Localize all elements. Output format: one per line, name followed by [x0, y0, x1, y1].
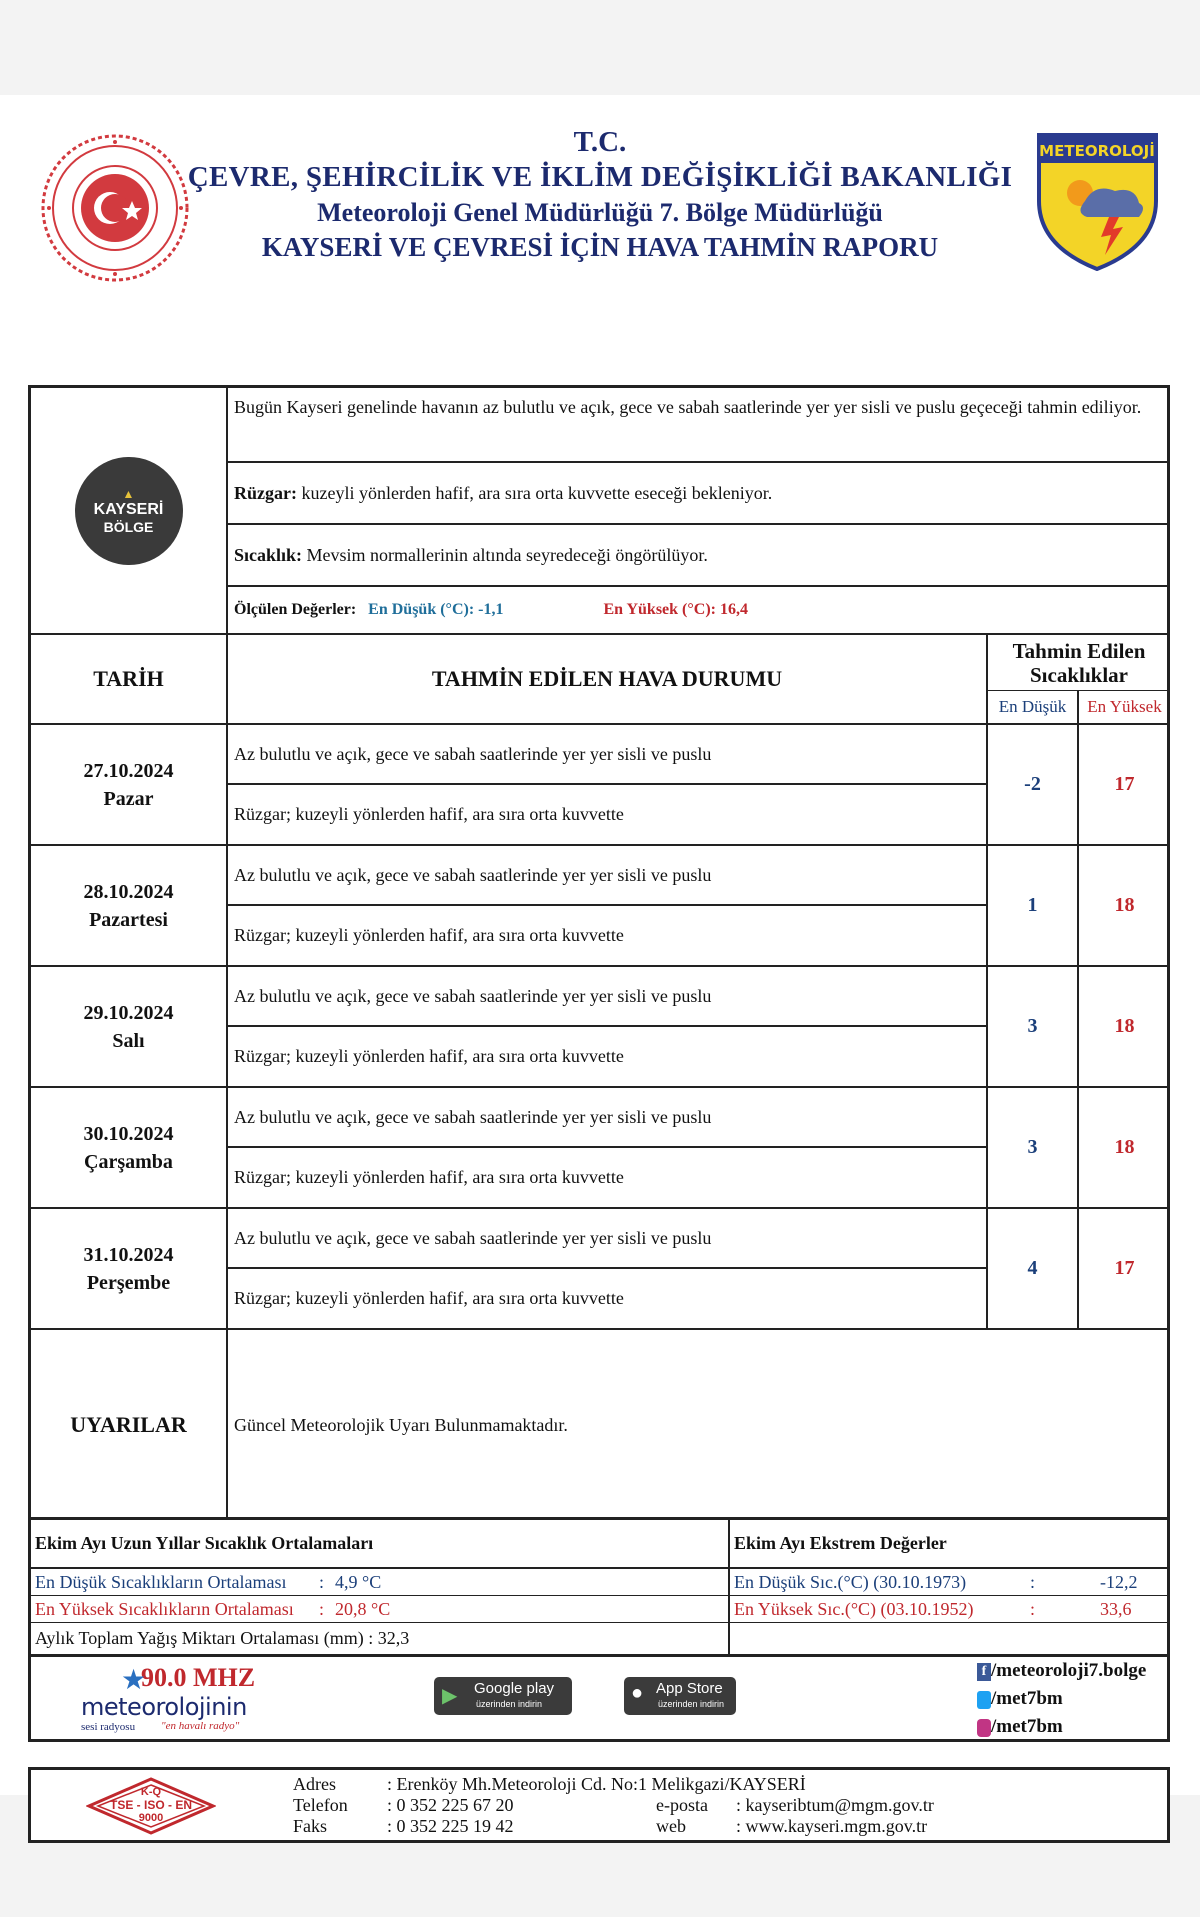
day-max-temp: 17: [1079, 725, 1170, 846]
col-header-temps-line1: Tahmin Edilen: [1012, 638, 1146, 663]
twitter-icon: [977, 1691, 991, 1709]
radio-name: meteorolojinin: [81, 1693, 247, 1721]
title-directorate: Meteoroloji Genel Müdürlüğü 7. Bölge Müdürlüğü: [317, 198, 883, 227]
region-badge-cell: [31, 388, 228, 635]
day-weather: Az bulutlu ve açık, gece ve sabah saatlerinde yer yer sisli ve puslu: [228, 846, 988, 906]
contact-footer: [28, 1767, 1170, 1843]
day-wind: Rüzgar; kuzeyli yönlerden hafif, ara sıra orta kuvvette: [228, 785, 988, 846]
measured-label: Ölçülen Değerler:: [234, 601, 357, 618]
day-max-temp: 18: [1079, 846, 1170, 967]
day-min-temp: 1: [988, 846, 1079, 967]
email-value[interactable]: : kayseribtum@mgm.gov.tr: [736, 1795, 934, 1815]
app-store-sub: üzerinden indirin: [658, 1699, 725, 1709]
contact-right: [656, 1795, 934, 1837]
summary-temperature: [228, 525, 1170, 587]
social-links: [977, 1657, 1146, 1741]
email-label: e-posta: [656, 1795, 708, 1815]
rain-average: Aylık Toplam Yağış Miktarı Ortalaması (mm) : 32,3: [31, 1623, 730, 1654]
badge-line2: BÖLGE: [103, 518, 154, 535]
ext-max-label: En Yüksek Sıc.(°C) (03.10.1952): [734, 1598, 974, 1619]
col-header-date: TARİH: [31, 635, 228, 725]
day-min-temp: 4: [988, 1209, 1079, 1330]
ext-max-value: 33,6: [1100, 1598, 1132, 1619]
meteoroloji-logo-label: METEOROLOJİ: [1039, 142, 1155, 160]
day-name: Pazar: [103, 787, 154, 810]
badge-line1: KAYSERİ: [93, 500, 164, 518]
ext-max-row: [730, 1596, 1168, 1623]
day-min-temp: -2: [988, 725, 1079, 846]
facebook-link[interactable]: [977, 1657, 1146, 1685]
day-date-cell: [31, 846, 228, 967]
report-header: [0, 95, 1200, 285]
day-min-temp: 3: [988, 967, 1079, 1088]
google-play-sub: üzerinden indirin: [476, 1699, 543, 1709]
day-name: Salı: [112, 1029, 145, 1052]
measured-min: En Düşük (°C): -1,1: [368, 601, 504, 618]
avg-min-label: En Düşük Sıcaklıkların Ortalaması: [35, 1571, 287, 1592]
web-label: web: [656, 1816, 686, 1836]
title-report: KAYSERİ VE ÇEVRESİ İÇİN HAVA TAHMİN RAPORU: [261, 232, 939, 262]
fax-label: Faks: [293, 1816, 328, 1836]
avg-min-row: [31, 1569, 730, 1596]
day-name: Pazartesi: [89, 908, 168, 931]
summary-wind-text: kuzeyli yönlerden hafif, ara sıra orta kuvvette eseceği bekleniyor.: [301, 483, 773, 503]
summary-wind-label: Rüzgar:: [234, 483, 297, 503]
ext-min-sep: :: [1030, 1571, 1036, 1592]
title-tc: T.C.: [573, 126, 627, 158]
radio-star-icon: ★: [121, 1665, 147, 1696]
measured-max: En Yüksek (°C): 16,4: [603, 601, 748, 618]
avg-max-value: 20,8 °C: [335, 1598, 391, 1619]
cert-line1: K-Q: [140, 1786, 162, 1798]
instagram-icon: [977, 1719, 991, 1737]
col-header-min: En Düşük: [988, 691, 1079, 725]
radio-sub: sesi radyosu: [81, 1721, 136, 1733]
day-date: 30.10.2024: [83, 1122, 174, 1145]
summary-wind: [228, 463, 1170, 525]
climate-extremes-title: Ekim Ayı Ekstrem Değerler: [730, 1519, 1168, 1569]
title-ministry: ÇEVRE, ŞEHİRCİLİK VE İKLİM DEĞİŞİKLİĞİ BAKANLIĞI: [187, 161, 1013, 193]
day-date-cell: [31, 1088, 228, 1209]
avg-min-value: 4,9 °C: [335, 1571, 382, 1592]
warnings-label: UYARILAR: [31, 1330, 228, 1520]
day-date: 28.10.2024: [83, 880, 174, 903]
report-page: [0, 95, 1200, 1836]
day-max-temp: 17: [1079, 1209, 1170, 1330]
address-label: Adres: [293, 1774, 336, 1794]
day-wind: Rüzgar; kuzeyli yönlerden hafif, ara sıra orta kuvvette: [228, 1269, 988, 1330]
day-weather: Az bulutlu ve açık, gece ve sabah saatlerinde yer yer sisli ve puslu: [228, 1088, 988, 1148]
media-strip: [28, 1655, 1170, 1742]
twitter-handle: /met7bm: [991, 1688, 1063, 1709]
radio-slogan: "en havalı radyo": [161, 1720, 240, 1732]
radio-frequency: 90.0 MHZ: [141, 1663, 256, 1692]
twitter-link[interactable]: [977, 1685, 1146, 1713]
summary-temp-text: Mevsim normallerinin altında seyredeceği öngörülüyor.: [306, 545, 708, 565]
kayseri-bolge-badge: [75, 457, 183, 565]
day-max-temp: 18: [1079, 967, 1170, 1088]
google-play-icon: ▶: [442, 1685, 458, 1707]
climate-averages-title: Ekim Ayı Uzun Yıllar Sıcaklık Ortalamaları: [31, 1519, 730, 1569]
day-wind: Rüzgar; kuzeyli yönlerden hafif, ara sıra orta kuvvette: [228, 1148, 988, 1209]
avg-max-sep: :: [319, 1598, 325, 1619]
cert-line2: TSE - ISO - EN: [109, 1798, 192, 1812]
cert-line3: 9000: [138, 1812, 164, 1824]
col-header-forecast: TAHMİN EDİLEN HAVA DURUMU: [228, 635, 988, 725]
avg-max-label: En Yüksek Sıcaklıkların Ortalaması: [35, 1598, 294, 1619]
avg-max-row: [31, 1596, 730, 1623]
warnings-text: Güncel Meteorolojik Uyarı Bulunmamaktadır.: [234, 1415, 568, 1435]
google-play-badge[interactable]: [434, 1677, 572, 1715]
fax-value: : 0 352 225 19 42: [387, 1816, 514, 1836]
day-weather: Az bulutlu ve açık, gece ve sabah saatlerinde yer yer sisli ve puslu: [228, 725, 988, 785]
tse-certification-badge: [86, 1776, 216, 1836]
day-date: 29.10.2024: [83, 1001, 174, 1024]
day-date-cell: [31, 1209, 228, 1330]
report-title-block: [170, 125, 1030, 265]
app-store-badge[interactable]: [624, 1677, 736, 1715]
day-wind: Rüzgar; kuzeyli yönlerden hafif, ara sıra orta kuvvette: [228, 906, 988, 967]
day-weather: Az bulutlu ve açık, gece ve sabah saatlerinde yer yer sisli ve puslu: [228, 1209, 988, 1269]
col-header-temps: [988, 635, 1170, 691]
ext-max-sep: :: [1030, 1598, 1036, 1619]
meteoroloji-logo-icon: [1035, 131, 1160, 271]
day-wind: Rüzgar; kuzeyli yönlerden hafif, ara sıra orta kuvvette: [228, 1027, 988, 1088]
day-min-temp: 3: [988, 1088, 1079, 1209]
col-header-max: En Yüksek: [1079, 691, 1170, 725]
day-date: 31.10.2024: [83, 1243, 174, 1266]
facebook-icon: f: [977, 1663, 991, 1681]
day-weather: Az bulutlu ve açık, gece ve sabah saatlerinde yer yer sisli ve puslu: [228, 967, 988, 1027]
col-header-temps-line2: Sıcaklıklar: [1029, 662, 1129, 687]
forecast-table: [28, 385, 1170, 1520]
instagram-link[interactable]: [977, 1713, 1146, 1741]
day-date-cell: [31, 725, 228, 846]
day-name: Çarşamba: [84, 1150, 173, 1173]
app-store-label: App Store: [656, 1680, 723, 1697]
radio-logo[interactable]: [81, 1663, 311, 1733]
ext-min-label: En Düşük Sıc.(°C) (30.10.1973): [734, 1571, 967, 1592]
day-date-cell: [31, 967, 228, 1088]
summary-temp-label: Sıcaklık:: [234, 545, 303, 565]
ext-min-value: -12,2: [1100, 1571, 1138, 1592]
facebook-handle: /meteoroloji7.bolge: [991, 1660, 1147, 1681]
phone-label: Telefon: [293, 1795, 348, 1815]
avg-min-sep: :: [319, 1571, 325, 1592]
climate-section: [28, 1517, 1170, 1657]
day-date: 27.10.2024: [83, 759, 174, 782]
badge-mountain-icon: ▲: [122, 486, 135, 501]
measured-values-row: [228, 587, 1170, 635]
ext-min-row: [730, 1569, 1168, 1596]
google-play-label: Google play: [474, 1680, 555, 1697]
web-value[interactable]: : www.kayseri.mgm.gov.tr: [736, 1816, 928, 1836]
day-name: Perşembe: [86, 1271, 171, 1294]
day-max-temp: 18: [1079, 1088, 1170, 1209]
phone-value: : 0 352 225 67 20: [387, 1795, 514, 1815]
apple-icon: ●: [631, 1682, 644, 1704]
address-value: : Erenköy Mh.Meteoroloji Cd. No:1 Melikgazi/KAYSERİ: [387, 1774, 806, 1794]
instagram-handle: /met7bm: [991, 1716, 1063, 1737]
ministry-seal-icon: [40, 133, 190, 283]
summary-general: Bugün Kayseri genelinde havanın az bulutlu ve açık, gece ve sabah saatlerinde yer yer sisli ve puslu geçeceği tahmin ediliyor.: [228, 388, 1170, 463]
